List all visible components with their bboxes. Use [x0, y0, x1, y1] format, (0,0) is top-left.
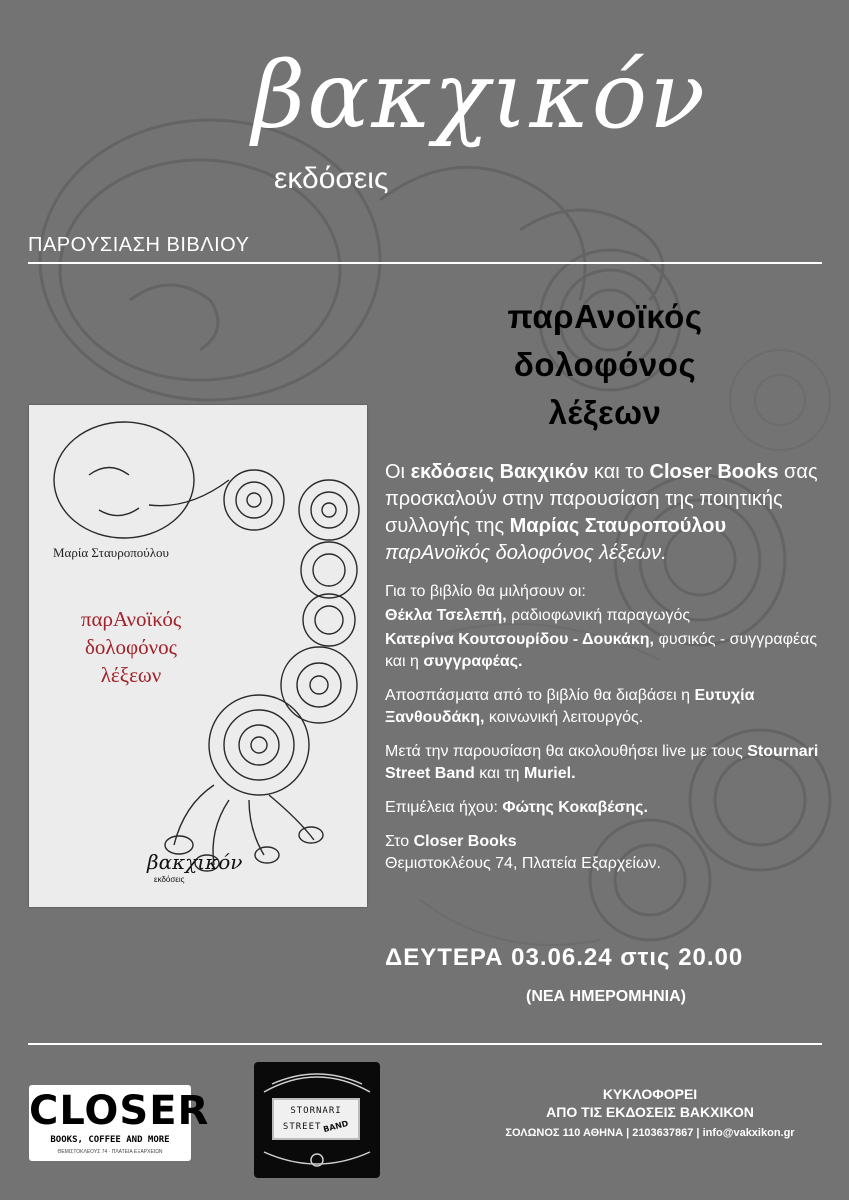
- sound-paragraph: [385, 797, 825, 819]
- footer-line1: ΚΥΚΛΟΦΟΡΕΙ: [602, 1086, 698, 1102]
- reader-role: κοινωνική λειτουργός.: [484, 709, 644, 726]
- band-logo-line1: STORNARI: [290, 1106, 342, 1116]
- event-date: ΔΕΥΤΕΡΑ 03.06.24 στις 20.00: [385, 944, 744, 971]
- speaker-name: Θέκλα Τσελεπή,: [385, 607, 507, 624]
- venue-address: Θεμιστοκλέους 74, Πλατεία Εξαρχείων.: [385, 855, 661, 872]
- publisher-logo-wordmark: βακχικόν: [252, 42, 708, 149]
- book-title-line: δολοφόνος: [513, 346, 697, 383]
- book-cover: [29, 405, 367, 907]
- speaker-2: [385, 629, 825, 673]
- reader-name: Ευτυχία Ξανθουδάκη,: [385, 687, 755, 726]
- venue-name: Closer Books: [413, 833, 517, 850]
- book-title-italic: παρΑνοϊκός δολοφόνος λέξεων.: [385, 542, 667, 564]
- text-fragment: Αποσπάσματα από το βιβλίο θα διαβάσει η: [385, 687, 695, 704]
- footer-info: [450, 1085, 849, 1145]
- speaker-role: ραδιοφωνική παραγωγός: [506, 607, 691, 624]
- bottom-divider: [28, 1043, 822, 1045]
- footer-contact: ΣΟΛΩΝΟΣ 110 ΑΘΗΝΑ | 2103637867 | info@vakxikon.gr: [505, 1127, 795, 1139]
- footer-line2: ΑΠΟ ΤΙΣ ΕΚΔΟΣΕΙΣ ΒΑΚΧΙΚΟΝ: [546, 1104, 754, 1120]
- closer-logo-address: ΘΕΜΙΣΤΟΚΛΕΟΥΣ 74 · ΠΛΑΤΕΙΑ ΕΞΑΡΧΕΙΩΝ: [57, 1149, 163, 1155]
- book-title-line: λέξεων: [548, 394, 662, 431]
- text-fragment: και τη: [474, 765, 524, 782]
- cover-title-line: λέξεων: [100, 663, 162, 687]
- speakers-intro: Για το βιβλίο θα μιλήσουν οι:: [385, 583, 586, 600]
- book-title-line: παρΑνοϊκός: [507, 298, 703, 335]
- artist-name: Muriel.: [523, 765, 576, 782]
- text-fragment: και το: [588, 461, 650, 483]
- cover-title: [41, 605, 221, 689]
- venue-name: Closer Books: [649, 461, 779, 483]
- speaker-role: φυσικός - συγγραφέας και η: [385, 631, 818, 670]
- invitation-text: [385, 459, 825, 875]
- author-mention: συγγραφέας.: [423, 653, 523, 670]
- band-logo-line3: BAND: [322, 1118, 350, 1135]
- text-fragment: Μετά την παρουσίαση θα ακολουθήσει live με τους: [385, 743, 748, 760]
- cover-publisher-subtitle: εκδόσεις: [154, 875, 185, 884]
- stournari-street-band-logo: [254, 1062, 380, 1178]
- text-fragment: Στο: [385, 833, 414, 850]
- cover-title-line: δολοφόνος: [84, 635, 177, 659]
- book-title: [460, 293, 750, 437]
- publisher-logo: [252, 42, 708, 210]
- reading-paragraph: [385, 685, 825, 729]
- cover-author: Μαρία Σταυροπούλου: [53, 545, 169, 560]
- band-logo-plate: [272, 1098, 360, 1140]
- author-name: Μαρίας Σταυροπούλου: [509, 515, 727, 537]
- speaker-name: Κατερίνα Κουτσουρίδου - Δουκάκη,: [385, 631, 654, 648]
- cover-publisher-logo: βακχικόν: [147, 850, 243, 874]
- closer-books-logo: [29, 1085, 210, 1161]
- text-fragment: Οι: [385, 461, 411, 483]
- speaker-1: [385, 605, 825, 627]
- intro-paragraph: [385, 459, 825, 567]
- section-label: ΠΑΡΟΥΣΙΑΣΗ ΒΙΒΛΙΟΥ: [28, 234, 250, 256]
- date-note: (ΝΕΑ ΗΜΕΡΟΜΗΝΙΑ): [526, 988, 686, 1005]
- publisher-name: εκδόσεις Βακχικόν: [410, 461, 589, 483]
- venue-paragraph: [385, 831, 825, 875]
- cover-title-line: παρΑνοϊκός: [80, 607, 182, 631]
- closer-logo-subtitle: BOOKS, COFFEE AND MORE: [50, 1135, 170, 1145]
- band-name: Stournari Street Band: [385, 743, 819, 782]
- music-paragraph: [385, 741, 825, 785]
- text-fragment: Επιμέλεια ήχου:: [385, 799, 503, 816]
- band-logo-line2: STREET: [282, 1122, 322, 1132]
- text-fragment: σας προσκαλούν στην παρουσίαση της ποιητικής συλλογής της: [385, 461, 818, 537]
- sound-engineer-name: Φώτης Κοκαβέσης.: [502, 799, 648, 816]
- closer-logo-word: CLOSER: [29, 1088, 210, 1134]
- top-divider: [28, 262, 822, 264]
- publisher-logo-subtitle: εκδόσεις: [274, 162, 389, 195]
